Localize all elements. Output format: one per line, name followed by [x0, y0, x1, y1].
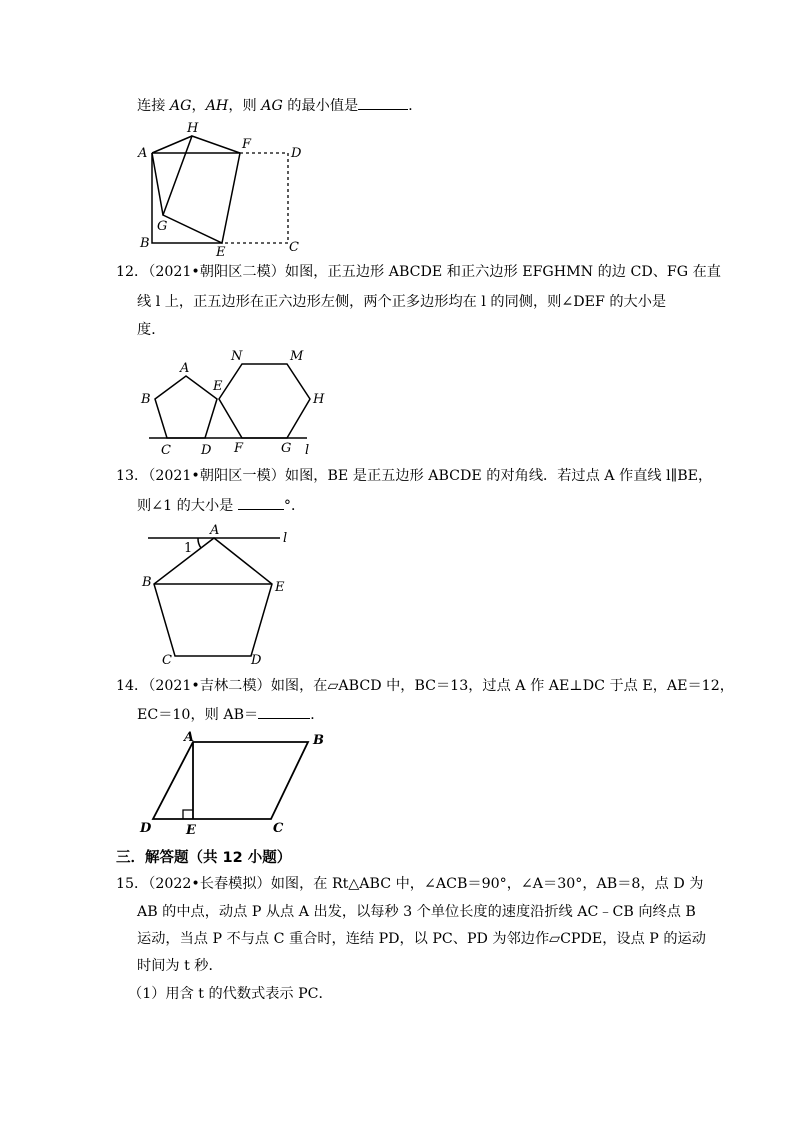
figure-q11-square — [130, 118, 320, 258]
figure-q14-parallelogram — [138, 728, 338, 836]
q12-line3: 度． — [137, 322, 166, 338]
fig13-label-l: l — [283, 531, 288, 546]
q12-line2: 线 l 上，正五边形在正六边形左侧，两个正多边形均在 l 的同侧，则∠DEF 的大小是 — [137, 294, 667, 310]
fig11-label-a: A — [138, 146, 148, 161]
answer-blank — [258, 704, 310, 719]
fig12-label-l: l — [305, 443, 310, 458]
fig14-label-e: E — [186, 823, 196, 838]
fig13-label-d: D — [251, 653, 262, 668]
q15-line1: 15．（2022•长春模拟）如图，在 Rt△ABC 中，∠ACB＝90°，∠A＝30°，AB＝8，点 D 为 — [116, 876, 704, 892]
answer-blank — [358, 95, 408, 110]
q14-line2: EC＝10，则 AB＝ ． — [137, 704, 324, 725]
q14-line1: 14．（2021•吉林二模）如图，在▱ABCD 中，BC＝13，过点 A 作 AE⊥DC 于点 E，AE＝12， — [116, 678, 734, 694]
fig11-label-e: E — [216, 245, 226, 260]
fig11-seg-ag — [152, 153, 163, 215]
fig12-label-n: N — [231, 349, 243, 364]
fig11-label-c: C — [289, 240, 299, 255]
fig12-label-m: M — [290, 349, 304, 364]
figure-q12-polygons — [135, 346, 335, 458]
fig13-label-e: E — [275, 580, 285, 595]
fig13-label-c: C — [162, 653, 172, 668]
fig14-label-d: D — [140, 821, 152, 836]
q12-line1: 12．（2021•朝阳区二模）如图，正五边形 ABCDE 和正六边形 EFGHMN 的边 CD、FG 在直 — [116, 264, 721, 280]
fig13-label-a: A — [210, 523, 220, 538]
fig11-square-hfeg — [163, 136, 240, 243]
fig11-label-d: D — [291, 146, 302, 161]
q11-line1: 连接 AG，AH，则 AG 的最小值是 ． — [137, 95, 422, 116]
fig12-label-f: F — [234, 441, 244, 456]
fig11-label-b: B — [140, 236, 150, 251]
fig12-label-b: B — [141, 392, 151, 407]
section-heading: 三．解答题（共 12 小题） — [116, 850, 292, 866]
fig12-hexagon — [219, 364, 310, 438]
fig14-label-c: C — [273, 821, 284, 836]
fig12-label-e: E — [213, 379, 223, 394]
fig13-angle-arc — [198, 538, 201, 548]
fig12-label-c: C — [161, 443, 171, 458]
q15-subquestion-1: （1）用含 t 的代数式表示 PC． — [128, 986, 333, 1002]
fig14-parallelogram — [153, 742, 308, 819]
answer-blank — [238, 495, 284, 510]
fig14-right-angle-mark — [183, 810, 193, 819]
figure-q13-pentagon — [138, 522, 298, 672]
q15-line2: AB 的中点，动点 P 从点 A 出发，以每秒 3 个单位长度的速度沿折线 AC﹣CB 向终点 B — [137, 904, 696, 920]
fig14-label-a: A — [184, 730, 195, 745]
fig13-label-b: B — [142, 575, 152, 590]
fig12-label-g: G — [281, 441, 292, 456]
fig12-label-d: D — [201, 443, 212, 458]
q13-line1: 13．（2021•朝阳区一模）如图，BE 是正五边形 ABCDE 的对角线．若过点 A 作直线 l∥BE， — [116, 468, 713, 484]
q15-line3: 运动，当点 P 不与点 C 重合时，连结 PD，以 PC、PD 为邻边作▱CPDE，设点 P 的运动 — [137, 931, 706, 947]
q15-line4: 时间为 t 秒． — [137, 958, 223, 974]
fig12-pentagon — [155, 376, 217, 438]
q13-line2: 则∠1 的大小是 °． — [137, 495, 305, 516]
fig12-label-h: H — [313, 392, 325, 407]
fig11-label-h: H — [187, 121, 199, 136]
fig11-dotted-fdce — [222, 153, 288, 243]
fig13-label-angle1: 1 — [184, 541, 193, 556]
fig11-label-f: F — [242, 137, 252, 152]
fig14-label-b: B — [313, 733, 324, 748]
fig11-label-g: G — [157, 219, 168, 234]
fig13-pentagon — [154, 538, 272, 656]
fig12-label-a: A — [180, 361, 190, 376]
